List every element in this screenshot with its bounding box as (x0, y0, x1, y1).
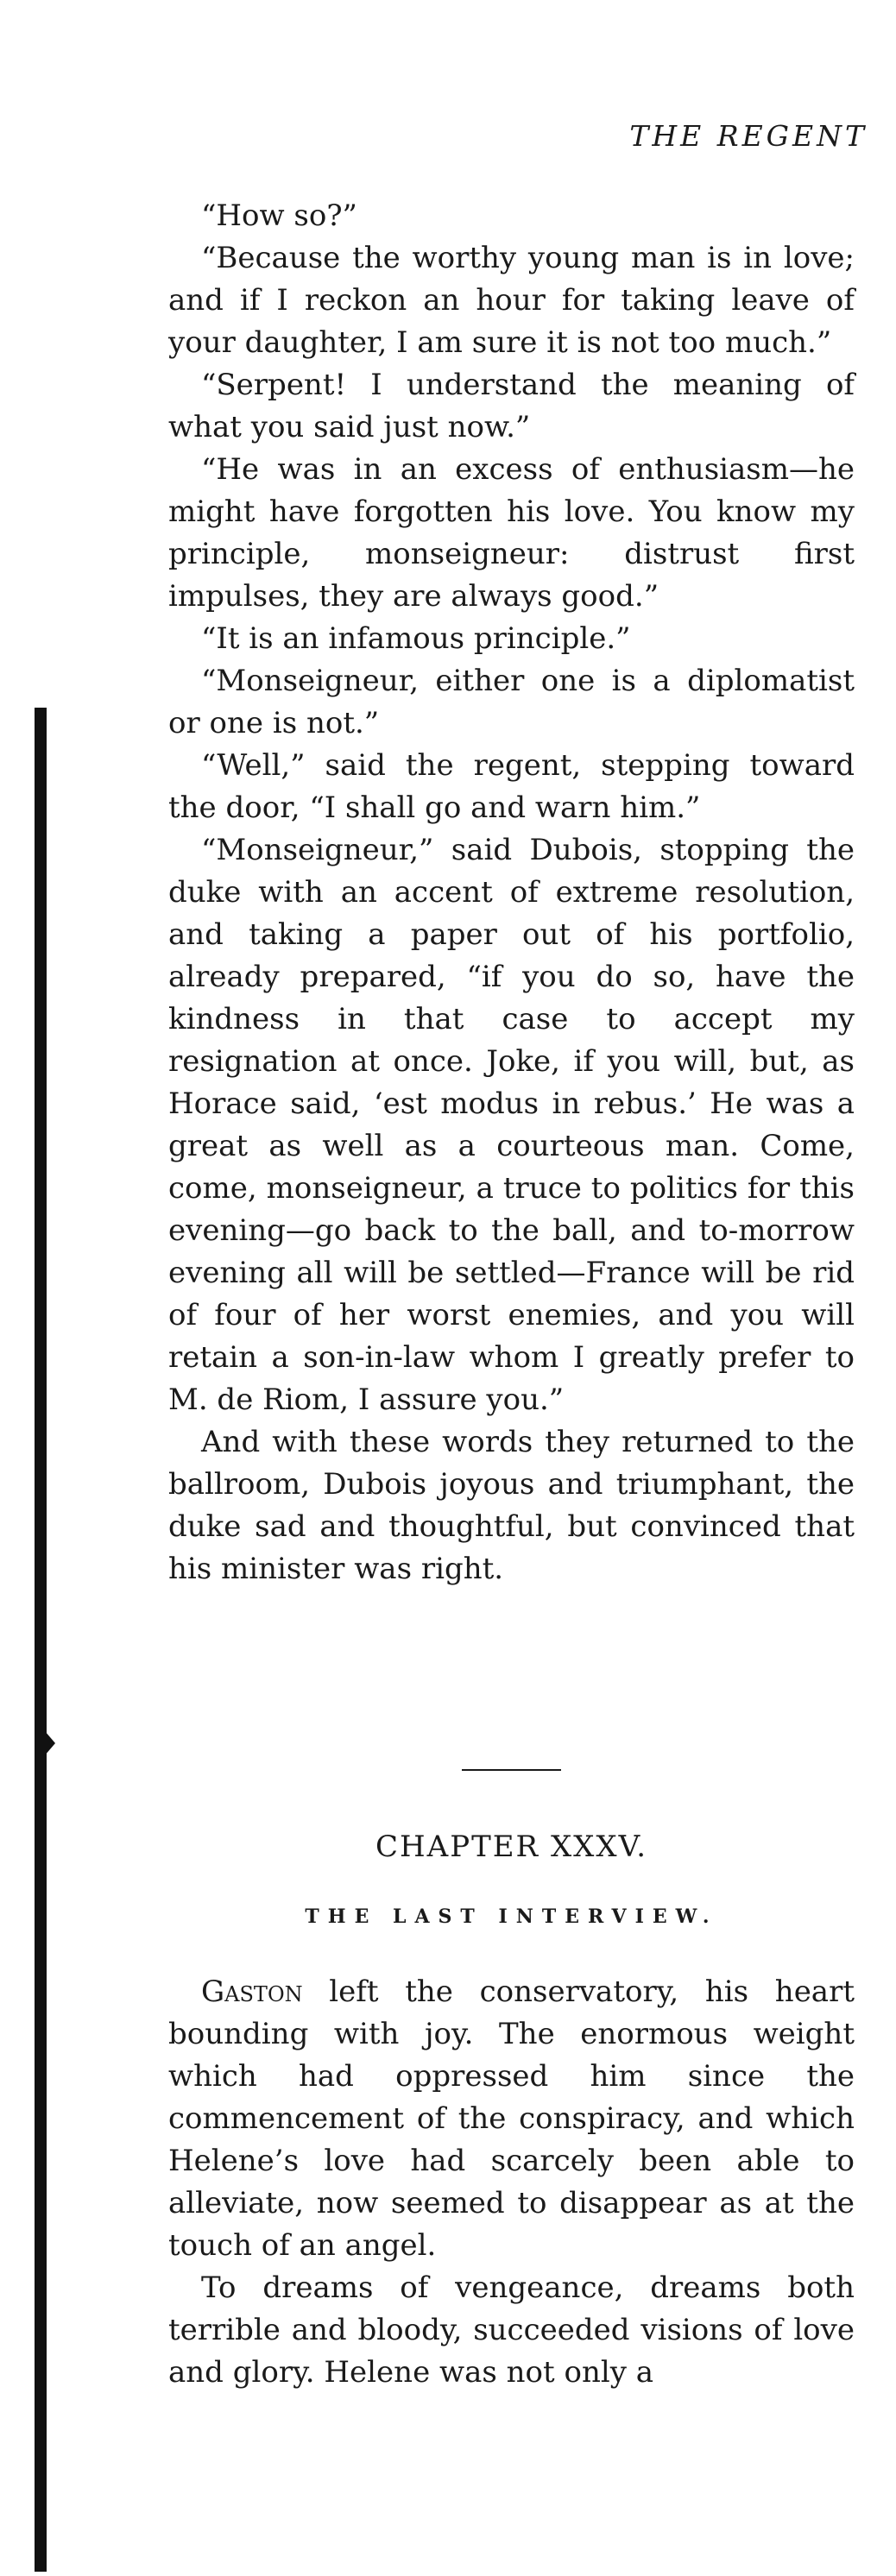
chapter-first-paragraph (168, 1971, 855, 2267)
paragraph: And with these words they returned to the ballroom, Dubois joyous and triumphant, the duke sad and thoughtful, but convinced that his minister was right. (168, 1425, 855, 1586)
paragraph: “Monseigneur, either one is a diplomatist or one is not.” (168, 664, 855, 740)
paragraph: “How so?” (201, 198, 357, 233)
chapter-title: CHAPTER XXXV. (375, 1830, 648, 1864)
section-divider (462, 1769, 561, 1771)
paragraph: “He was in an excess of enthusiasm—he might have forgotten his love. You know my principle, monseigneur: distrust first impulses, they are always good.” (168, 452, 855, 614)
paragraph: “Well,” said the regent, stepping toward the door, “I shall go and warn him.” (168, 748, 855, 825)
running-header: THE REGENT (629, 119, 868, 153)
chapter-first-paragraph-text: left the conservatory, his heart bounding with joy. The enormous weight which had oppressed him since the commencement of the conspiracy, and which Helene’s love had scarcely been able to alleviate, now seemed to disappear as at the touch of an angel. (168, 1975, 855, 2263)
paragraph: To dreams of vengeance, dreams both terrible and bloody, succeeded visions of love and glory. Helene was not only a (168, 2271, 855, 2390)
paragraph: “It is an infamous principle.” (201, 621, 631, 656)
dialogue-section (168, 195, 855, 1590)
binding-edge (35, 708, 47, 2572)
chapter-lead-word: Gaston (201, 1975, 303, 2009)
paragraph: “Serpent! I understand the meaning of what you said just now.” (168, 368, 855, 444)
chapter-subtitle: THE LAST INTERVIEW. (305, 1905, 718, 1928)
paragraph: “Monseigneur,” said Dubois, stopping the duke with an accent of extreme resolution, and taking a paper out of his portfolio, already prepared, “if you do so, have the kindness in that case to accept my resignation at once. Joke, if you will, but, as Horace said, ‘est modus in rebus.’ He was a great as well as a courteous man. Come, come, monseigneur, a truce to politics for this evening—go back to the ball, and to-morrow evening all will be settled—France will be rid of four of her worst enemies, and you will retain a son-in-law whom I greatly prefer to M. de Riom, I assure you.” (168, 833, 855, 1417)
binding-notch (45, 1731, 55, 1755)
paragraph: “Because the worthy young man is in love; and if I reckon an hour for taking leave of your daughter, I am sure it is not too much.” (168, 241, 855, 360)
chapter-section (168, 1717, 855, 2394)
chapter-body (168, 1971, 855, 2394)
